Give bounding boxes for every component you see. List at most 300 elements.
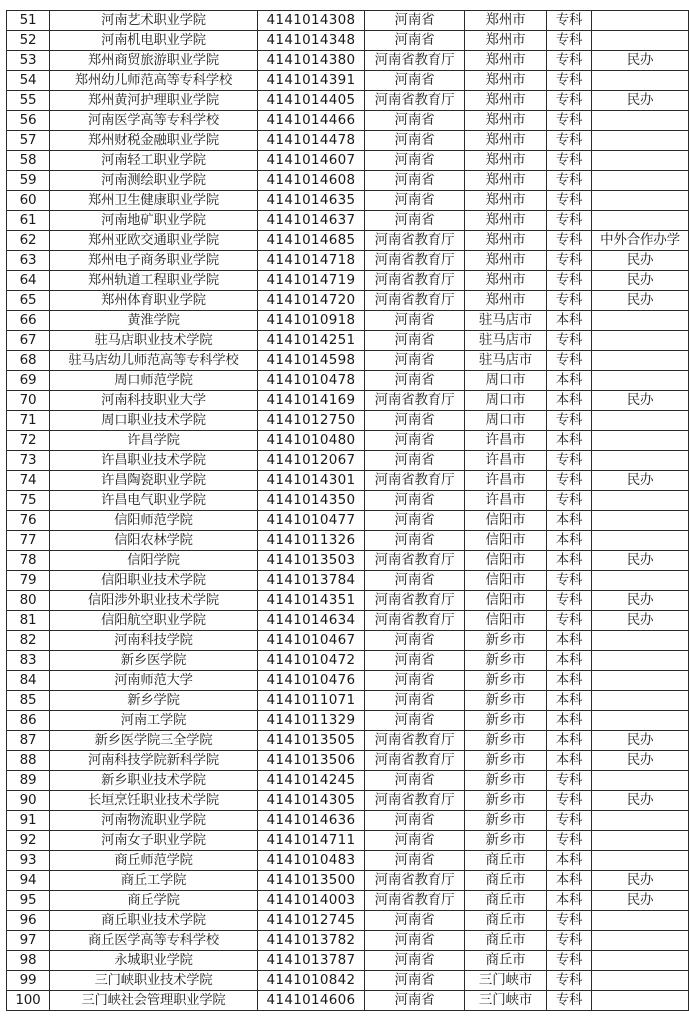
row-number-cell: 90 [7,791,50,811]
table-row [7,631,689,651]
table-row [7,431,689,451]
remark-cell [592,671,689,691]
school-code-cell: 4141014636 [258,811,365,831]
level-cell: 专科 [547,611,592,631]
remark-cell: 民办 [592,471,689,491]
level-cell: 本科 [547,531,592,551]
school-code-cell: 4141011071 [258,691,365,711]
city-cell: 周口市 [465,391,547,411]
authority-cell: 河南省 [365,691,465,711]
remark-cell [592,331,689,351]
city-cell: 郑州市 [465,251,547,271]
authority-cell: 河南省 [365,11,465,31]
remark-cell [592,851,689,871]
remark-cell [592,131,689,151]
school-code-cell: 4141013784 [258,571,365,591]
school-name-cell: 郑州财税金融职业学院 [50,131,258,151]
school-name-cell: 商丘工学院 [50,871,258,891]
row-number-cell: 73 [7,451,50,471]
school-name-cell: 商丘师范学院 [50,851,258,871]
level-cell: 专科 [547,351,592,371]
table-row [7,191,689,211]
table-row [7,471,689,491]
level-cell: 专科 [547,191,592,211]
table-row [7,691,689,711]
remark-cell [592,151,689,171]
school-code-cell: 4141014606 [258,991,365,1011]
level-cell: 本科 [547,731,592,751]
level-cell: 本科 [547,711,592,731]
row-number-cell: 94 [7,871,50,891]
authority-cell: 河南省 [365,171,465,191]
remark-cell [592,531,689,551]
city-cell: 新乡市 [465,811,547,831]
level-cell: 本科 [547,631,592,651]
school-name-cell: 郑州轨道工程职业学院 [50,271,258,291]
row-number-cell: 86 [7,711,50,731]
remark-cell [592,371,689,391]
school-name-cell: 郑州黄河护理职业学院 [50,91,258,111]
level-cell: 本科 [547,551,592,571]
row-number-cell: 72 [7,431,50,451]
school-name-cell: 郑州商贸旅游职业学院 [50,51,258,71]
level-cell: 专科 [547,111,592,131]
school-name-cell: 郑州亚欧交通职业学院 [50,231,258,251]
school-code-cell: 4141010842 [258,971,365,991]
table-row [7,111,689,131]
school-code-cell: 4141014719 [258,271,365,291]
remark-cell [592,911,689,931]
school-code-cell: 4141013787 [258,951,365,971]
school-name-cell: 河南科技职业大学 [50,391,258,411]
school-name-cell: 河南轻工职业学院 [50,151,258,171]
school-name-cell: 周口师范学院 [50,371,258,391]
authority-cell: 河南省 [365,311,465,331]
level-cell: 专科 [547,91,592,111]
remark-cell [592,511,689,531]
city-cell: 郑州市 [465,71,547,91]
table-row [7,351,689,371]
level-cell: 本科 [547,391,592,411]
table-row [7,451,689,471]
city-cell: 郑州市 [465,171,547,191]
authority-cell: 河南省 [365,511,465,531]
remark-cell [592,951,689,971]
row-number-cell: 82 [7,631,50,651]
authority-cell: 河南省 [365,491,465,511]
school-code-cell: 4141014308 [258,11,365,31]
row-number-cell: 88 [7,751,50,771]
city-cell: 郑州市 [465,231,547,251]
remark-cell [592,811,689,831]
city-cell: 郑州市 [465,151,547,171]
level-cell: 本科 [547,691,592,711]
city-cell: 郑州市 [465,211,547,231]
level-cell: 本科 [547,371,592,391]
school-code-cell: 4141010483 [258,851,365,871]
city-cell: 许昌市 [465,431,547,451]
table-row [7,531,689,551]
remark-cell [592,71,689,91]
remark-cell: 民办 [592,591,689,611]
row-number-cell: 67 [7,331,50,351]
remark-cell [592,351,689,371]
school-name-cell: 信阳航空职业学院 [50,611,258,631]
city-cell: 驻马店市 [465,351,547,371]
table-row [7,511,689,531]
table-row [7,991,689,1011]
school-code-cell: 4141013505 [258,731,365,751]
school-code-cell: 4141014391 [258,71,365,91]
school-code-cell: 4141013782 [258,931,365,951]
remark-cell [592,631,689,651]
remark-cell: 民办 [592,751,689,771]
city-cell: 新乡市 [465,771,547,791]
level-cell: 本科 [547,751,592,771]
school-name-cell: 信阳涉外职业技术学院 [50,591,258,611]
school-code-cell: 4141014251 [258,331,365,351]
authority-cell: 河南省教育厅 [365,271,465,291]
level-cell: 本科 [547,651,592,671]
school-code-cell: 4141014405 [258,91,365,111]
city-cell: 商丘市 [465,951,547,971]
table-row [7,271,689,291]
remark-cell: 民办 [592,291,689,311]
table-row [7,711,689,731]
authority-cell: 河南省教育厅 [365,91,465,111]
table-row [7,931,689,951]
row-number-cell: 65 [7,291,50,311]
city-cell: 许昌市 [465,471,547,491]
remark-cell: 民办 [592,391,689,411]
level-cell: 专科 [547,171,592,191]
authority-cell: 河南省 [365,411,465,431]
level-cell: 专科 [547,231,592,251]
school-name-cell: 河南测绘职业学院 [50,171,258,191]
remark-cell [592,991,689,1011]
level-cell: 专科 [547,11,592,31]
school-name-cell: 河南师范大学 [50,671,258,691]
remark-cell [592,31,689,51]
city-cell: 郑州市 [465,31,547,51]
authority-cell: 河南省 [365,131,465,151]
school-code-cell: 4141014301 [258,471,365,491]
city-cell: 新乡市 [465,791,547,811]
remark-cell: 民办 [592,611,689,631]
level-cell: 专科 [547,451,592,471]
school-code-cell: 4141010476 [258,671,365,691]
authority-cell: 河南省 [365,571,465,591]
row-number-cell: 97 [7,931,50,951]
table-row [7,811,689,831]
school-name-cell: 新乡学院 [50,691,258,711]
authority-cell: 河南省 [365,451,465,471]
school-code-cell: 4141014598 [258,351,365,371]
school-code-cell: 4141012067 [258,451,365,471]
authority-cell: 河南省 [365,991,465,1011]
school-name-cell: 三门峡职业技术学院 [50,971,258,991]
authority-cell: 河南省教育厅 [365,791,465,811]
school-code-cell: 4141014718 [258,251,365,271]
level-cell: 专科 [547,151,592,171]
table-row [7,971,689,991]
authority-cell: 河南省 [365,951,465,971]
table-row [7,731,689,751]
school-code-cell: 4141013503 [258,551,365,571]
school-name-cell: 许昌陶瓷职业学院 [50,471,258,491]
remark-cell: 民办 [592,791,689,811]
table-row [7,31,689,51]
row-number-cell: 58 [7,151,50,171]
city-cell: 郑州市 [465,271,547,291]
level-cell: 专科 [547,271,592,291]
level-cell: 本科 [547,891,592,911]
authority-cell: 河南省教育厅 [365,891,465,911]
remark-cell [592,651,689,671]
level-cell: 本科 [547,431,592,451]
row-number-cell: 96 [7,911,50,931]
school-code-cell: 4141010467 [258,631,365,651]
school-name-cell: 永城职业学院 [50,951,258,971]
school-code-cell: 4141013500 [258,871,365,891]
row-number-cell: 74 [7,471,50,491]
table-row [7,651,689,671]
level-cell: 本科 [547,311,592,331]
school-name-cell: 三门峡社会管理职业学院 [50,991,258,1011]
remark-cell [592,191,689,211]
school-name-cell: 河南物流职业学院 [50,811,258,831]
remark-cell [592,711,689,731]
row-number-cell: 91 [7,811,50,831]
table-row [7,251,689,271]
city-cell: 商丘市 [465,851,547,871]
row-number-cell: 55 [7,91,50,111]
table-row [7,911,689,931]
level-cell: 专科 [547,831,592,851]
row-number-cell: 78 [7,551,50,571]
city-cell: 信阳市 [465,611,547,631]
authority-cell: 河南省教育厅 [365,731,465,751]
school-name-cell: 郑州卫生健康职业学院 [50,191,258,211]
city-cell: 驻马店市 [465,311,547,331]
city-cell: 商丘市 [465,911,547,931]
school-name-cell: 信阳职业技术学院 [50,571,258,591]
city-cell: 商丘市 [465,891,547,911]
authority-cell: 河南省 [365,431,465,451]
table-body [7,11,689,1011]
remark-cell [592,491,689,511]
table-row [7,291,689,311]
school-code-cell: 4141014466 [258,111,365,131]
level-cell: 专科 [547,411,592,431]
remark-cell: 民办 [592,551,689,571]
school-code-cell: 4141014305 [258,791,365,811]
row-number-cell: 77 [7,531,50,551]
row-number-cell: 70 [7,391,50,411]
school-name-cell: 新乡医学院三全学院 [50,731,258,751]
table-row [7,371,689,391]
authority-cell: 河南省 [365,191,465,211]
school-code-cell: 4141014245 [258,771,365,791]
school-code-cell: 4141014351 [258,591,365,611]
row-number-cell: 53 [7,51,50,71]
level-cell: 专科 [547,331,592,351]
school-code-cell: 4141014478 [258,131,365,151]
authority-cell: 河南省 [365,771,465,791]
row-number-cell: 71 [7,411,50,431]
school-code-cell: 4141014637 [258,211,365,231]
city-cell: 周口市 [465,411,547,431]
row-number-cell: 99 [7,971,50,991]
level-cell: 本科 [547,851,592,871]
school-name-cell: 河南科技学院 [50,631,258,651]
table-row [7,231,689,251]
level-cell: 专科 [547,71,592,91]
school-code-cell: 4141011329 [258,711,365,731]
level-cell: 本科 [547,871,592,891]
authority-cell: 河南省 [365,651,465,671]
school-code-cell: 4141010478 [258,371,365,391]
row-number-cell: 56 [7,111,50,131]
row-number-cell: 60 [7,191,50,211]
authority-cell: 河南省 [365,31,465,51]
row-number-cell: 95 [7,891,50,911]
level-cell: 专科 [547,51,592,71]
authority-cell: 河南省 [365,811,465,831]
row-number-cell: 61 [7,211,50,231]
school-name-cell: 驻马店幼儿师范高等专科学校 [50,351,258,371]
level-cell: 专科 [547,951,592,971]
table-row [7,951,689,971]
authority-cell: 河南省 [365,71,465,91]
school-name-cell: 商丘学院 [50,891,258,911]
school-code-cell: 4141014685 [258,231,365,251]
table-row [7,171,689,191]
school-name-cell: 信阳师范学院 [50,511,258,531]
row-number-cell: 57 [7,131,50,151]
row-number-cell: 87 [7,731,50,751]
table-row [7,831,689,851]
school-code-cell: 4141010477 [258,511,365,531]
school-name-cell: 周口职业技术学院 [50,411,258,431]
remark-cell: 民办 [592,251,689,271]
school-name-cell: 商丘职业技术学院 [50,911,258,931]
city-cell: 新乡市 [465,711,547,731]
city-cell: 信阳市 [465,551,547,571]
city-cell: 三门峡市 [465,991,547,1011]
authority-cell: 河南省教育厅 [365,51,465,71]
table-row [7,51,689,71]
authority-cell: 河南省 [365,711,465,731]
row-number-cell: 59 [7,171,50,191]
table-row [7,551,689,571]
authority-cell: 河南省教育厅 [365,471,465,491]
level-cell: 专科 [547,811,592,831]
authority-cell: 河南省 [365,671,465,691]
school-code-cell: 4141010918 [258,311,365,331]
city-cell: 郑州市 [465,291,547,311]
city-cell: 新乡市 [465,631,547,651]
city-cell: 新乡市 [465,651,547,671]
city-cell: 驻马店市 [465,331,547,351]
remark-cell [592,411,689,431]
level-cell: 专科 [547,211,592,231]
school-name-cell: 许昌职业技术学院 [50,451,258,471]
authority-cell: 河南省教育厅 [365,251,465,271]
authority-cell: 河南省教育厅 [365,591,465,611]
level-cell: 专科 [547,491,592,511]
remark-cell [592,431,689,451]
table-row [7,91,689,111]
authority-cell: 河南省教育厅 [365,611,465,631]
row-number-cell: 85 [7,691,50,711]
table-row [7,871,689,891]
remark-cell [592,111,689,131]
row-number-cell: 69 [7,371,50,391]
school-code-cell: 4141014711 [258,831,365,851]
authority-cell: 河南省 [365,111,465,131]
row-number-cell: 64 [7,271,50,291]
city-cell: 三门峡市 [465,971,547,991]
city-cell: 周口市 [465,371,547,391]
row-number-cell: 84 [7,671,50,691]
school-code-cell: 4141014607 [258,151,365,171]
row-number-cell: 83 [7,651,50,671]
school-name-cell: 河南科技学院新科学院 [50,751,258,771]
authority-cell: 河南省 [365,531,465,551]
city-cell: 信阳市 [465,531,547,551]
row-number-cell: 62 [7,231,50,251]
authority-cell: 河南省 [365,631,465,651]
authority-cell: 河南省 [365,331,465,351]
city-cell: 许昌市 [465,451,547,471]
authority-cell: 河南省教育厅 [365,291,465,311]
row-number-cell: 98 [7,951,50,971]
city-cell: 新乡市 [465,831,547,851]
authority-cell: 河南省 [365,971,465,991]
level-cell: 专科 [547,291,592,311]
table-row [7,751,689,771]
table-row [7,131,689,151]
authority-cell: 河南省 [365,851,465,871]
school-code-cell: 4141012745 [258,911,365,931]
row-number-cell: 51 [7,11,50,31]
school-code-cell: 4141012750 [258,411,365,431]
remark-cell [592,571,689,591]
remark-cell: 民办 [592,871,689,891]
school-name-cell: 郑州体育职业学院 [50,291,258,311]
level-cell: 专科 [547,591,592,611]
row-number-cell: 54 [7,71,50,91]
row-number-cell: 93 [7,851,50,871]
level-cell: 专科 [547,911,592,931]
row-number-cell: 63 [7,251,50,271]
school-name-cell: 商丘医学高等专科学校 [50,931,258,951]
authority-cell: 河南省教育厅 [365,871,465,891]
school-name-cell: 黄淮学院 [50,311,258,331]
school-code-cell: 4141010480 [258,431,365,451]
level-cell: 专科 [547,931,592,951]
school-code-cell: 4141014635 [258,191,365,211]
school-name-cell: 河南艺术职业学院 [50,11,258,31]
level-cell: 专科 [547,471,592,491]
level-cell: 专科 [547,991,592,1011]
city-cell: 郑州市 [465,91,547,111]
remark-cell: 民办 [592,51,689,71]
authority-cell: 河南省教育厅 [365,751,465,771]
remark-cell [592,311,689,331]
remark-cell [592,11,689,31]
